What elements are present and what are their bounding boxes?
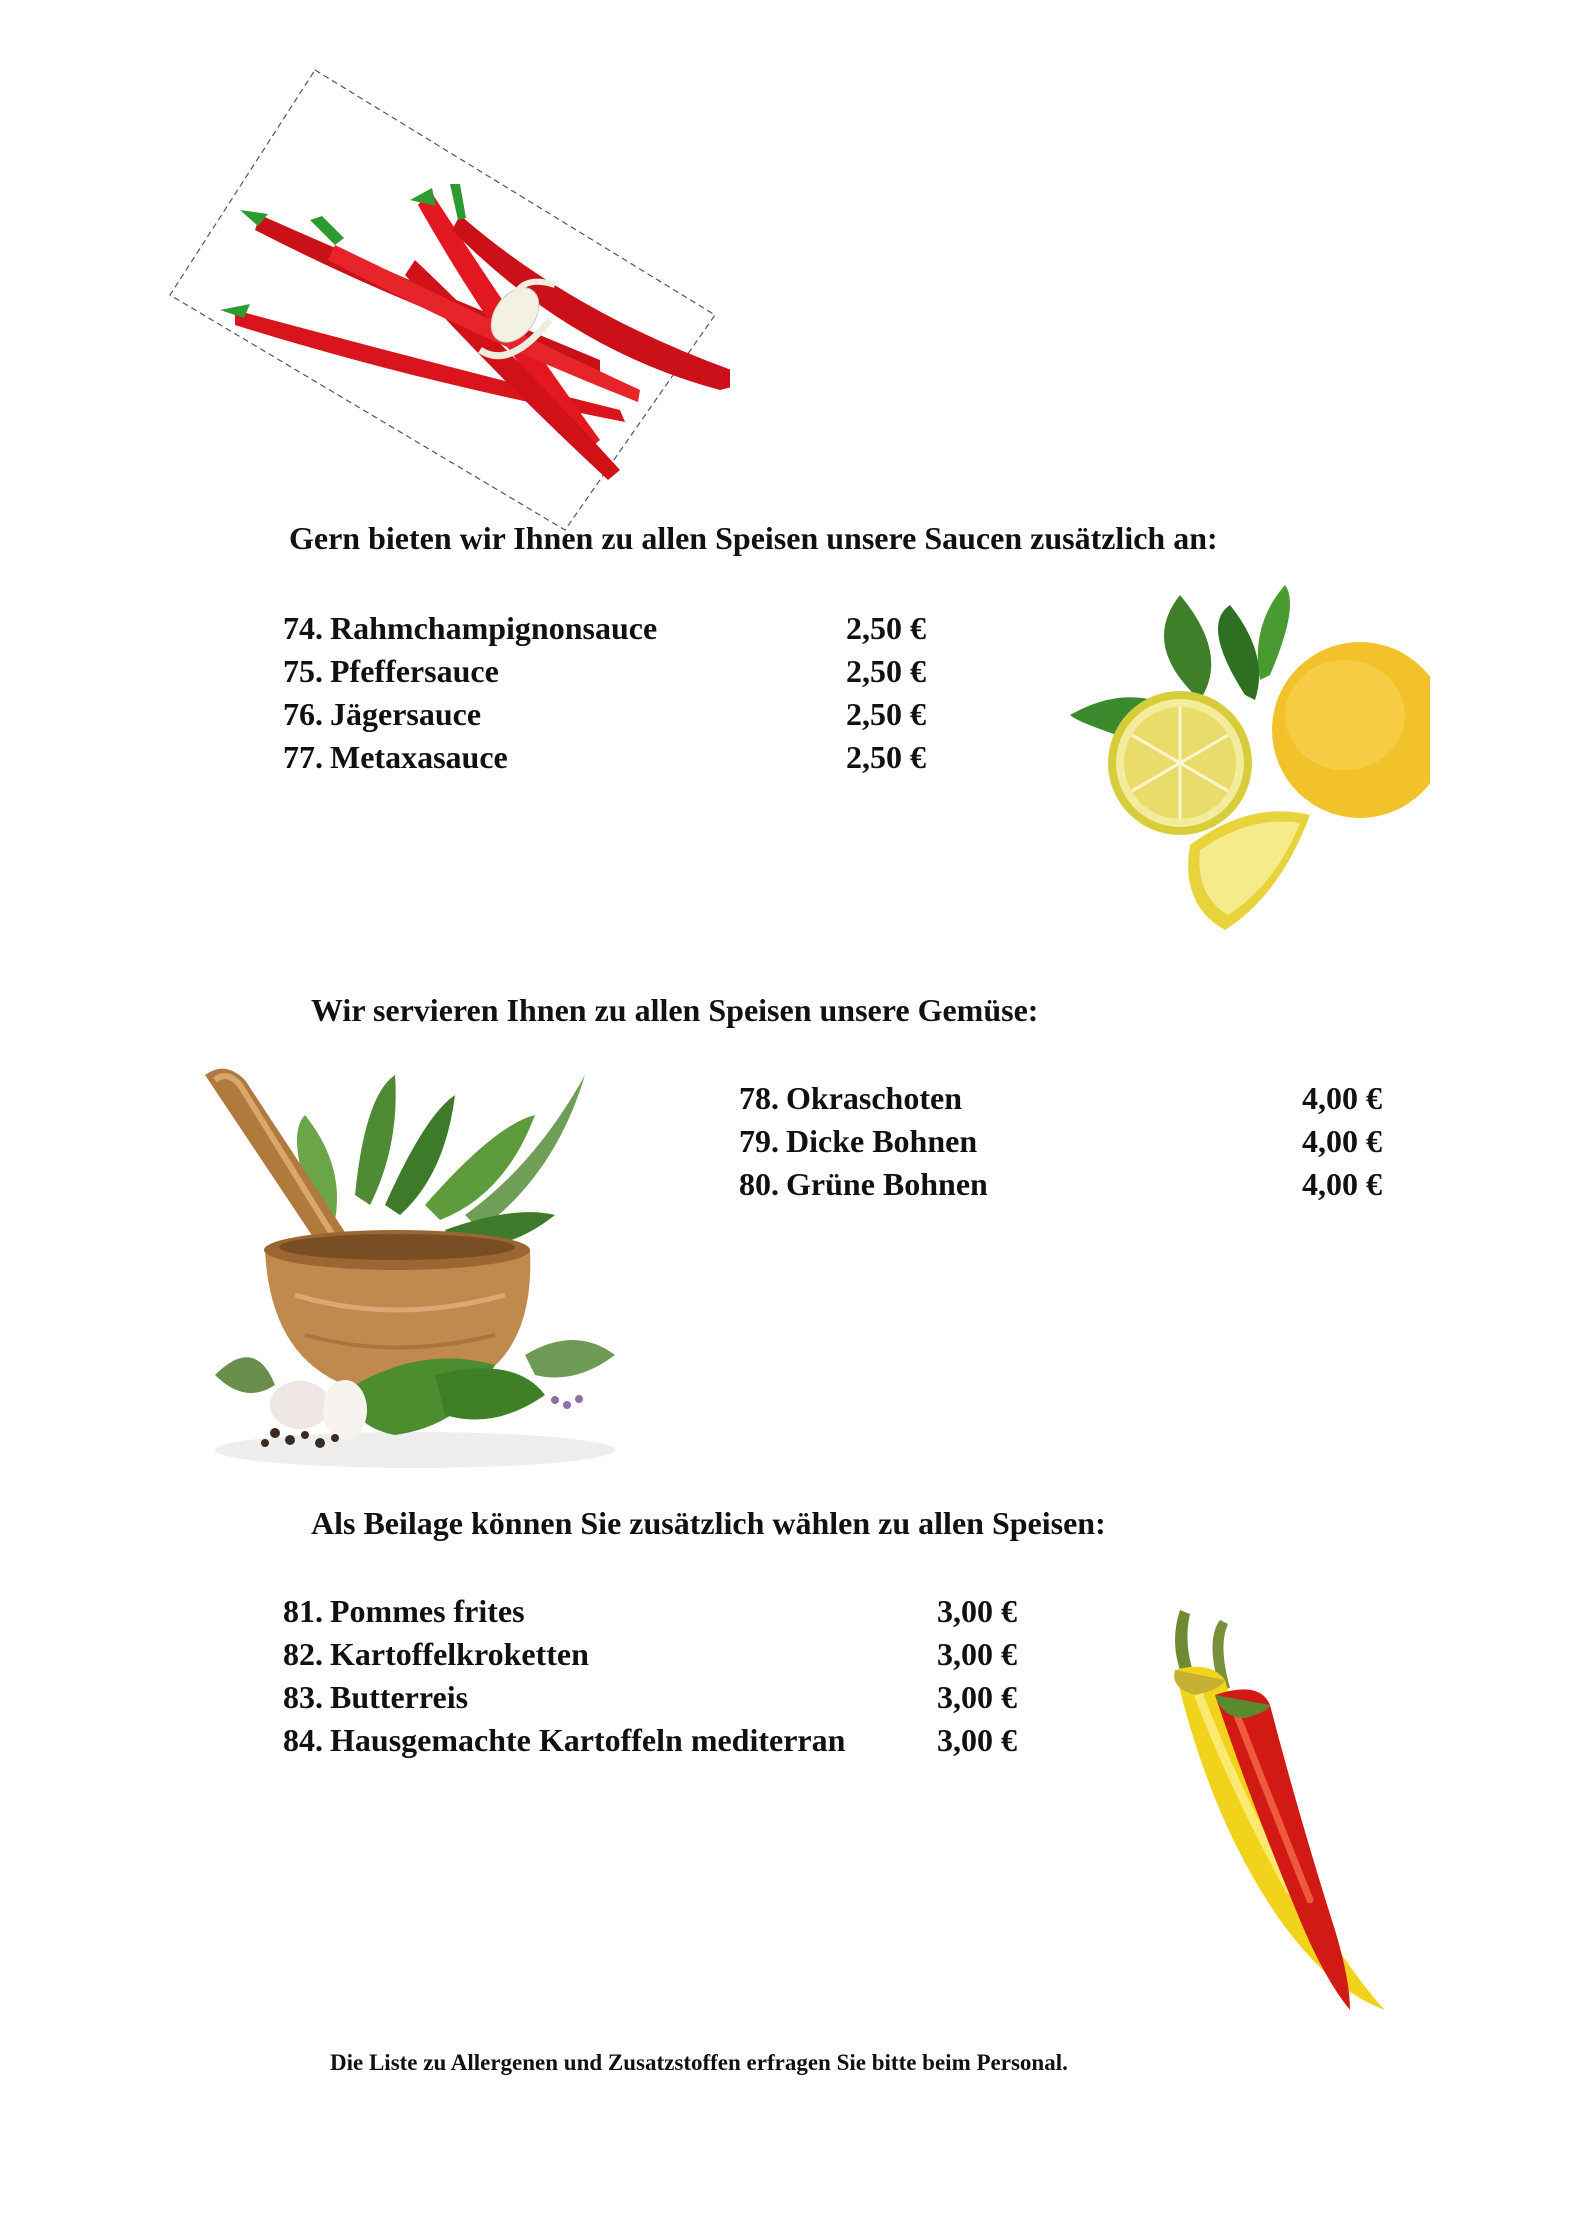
menu-item: [739, 1120, 1399, 1163]
menu-item: [283, 1676, 1043, 1719]
item-name: Hausgemachte Kartoffeln mediterran: [330, 1722, 846, 1758]
item-price: 4,00 €: [1302, 1166, 1382, 1202]
item-name: Rahmchampignonsauce: [330, 610, 658, 646]
item-name: Pommes frites: [330, 1593, 525, 1629]
item-price: 3,00 €: [937, 1593, 1017, 1629]
item-price: 2,50 €: [846, 653, 926, 689]
chili-peppers-icon: [1150, 1600, 1420, 2020]
menu-item: [283, 1633, 1043, 1676]
item-name: Metaxasauce: [330, 739, 508, 775]
menu-item: [283, 1719, 1043, 1762]
item-price: 3,00 €: [937, 1636, 1017, 1672]
item-number: 77.: [283, 739, 323, 775]
chili-bundle-icon: [160, 60, 730, 540]
sauces-list: [283, 607, 963, 779]
lemon-icon: [1060, 585, 1430, 945]
vegetables-list: [739, 1077, 1399, 1206]
menu-item: [739, 1077, 1399, 1120]
item-number: 76.: [283, 696, 323, 732]
item-name: Okraschoten: [786, 1080, 962, 1116]
menu-item: [283, 650, 963, 693]
menu-item: [739, 1163, 1399, 1206]
sides-list: [283, 1590, 1043, 1762]
item-name: Pfeffersauce: [330, 653, 499, 689]
item-price: 2,50 €: [846, 739, 926, 775]
item-price: 2,50 €: [846, 696, 926, 732]
sides-heading: Als Beilage können Sie zusätzlich wählen zu allen Speisen:: [311, 1505, 1106, 1541]
item-number: 82.: [283, 1636, 323, 1672]
item-name: Kartoffelkroketten: [330, 1636, 589, 1672]
item-number: 75.: [283, 653, 323, 689]
item-price: 2,50 €: [846, 610, 926, 646]
menu-item: [283, 607, 963, 650]
item-number: 79.: [739, 1123, 779, 1159]
allergen-notice: Die Liste zu Allergenen und Zusatzstoffen erfragen Sie bitte beim Personal.: [330, 2050, 1068, 2075]
menu-item: [283, 736, 963, 779]
item-number: 78.: [739, 1080, 779, 1116]
item-name: Grüne Bohnen: [786, 1166, 988, 1202]
menu-item: [283, 1590, 1043, 1633]
item-price: 4,00 €: [1302, 1123, 1382, 1159]
item-number: 74.: [283, 610, 323, 646]
item-price: 4,00 €: [1302, 1080, 1382, 1116]
sauces-heading: Gern bieten wir Ihnen zu allen Speisen unsere Saucen zusätzlich an:: [289, 520, 1218, 556]
vegetables-heading: Wir servieren Ihnen zu allen Speisen unsere Gemüse:: [311, 992, 1039, 1028]
menu-item: [283, 693, 963, 736]
item-number: 83.: [283, 1679, 323, 1715]
mortar-herbs-icon: [195, 1055, 635, 1475]
item-price: 3,00 €: [937, 1679, 1017, 1715]
item-number: 80.: [739, 1166, 779, 1202]
item-number: 81.: [283, 1593, 323, 1629]
item-number: 84.: [283, 1722, 323, 1758]
item-name: Jägersauce: [330, 696, 482, 732]
item-price: 3,00 €: [937, 1722, 1017, 1758]
item-name: Dicke Bohnen: [786, 1123, 978, 1159]
item-name: Butterreis: [330, 1679, 469, 1715]
